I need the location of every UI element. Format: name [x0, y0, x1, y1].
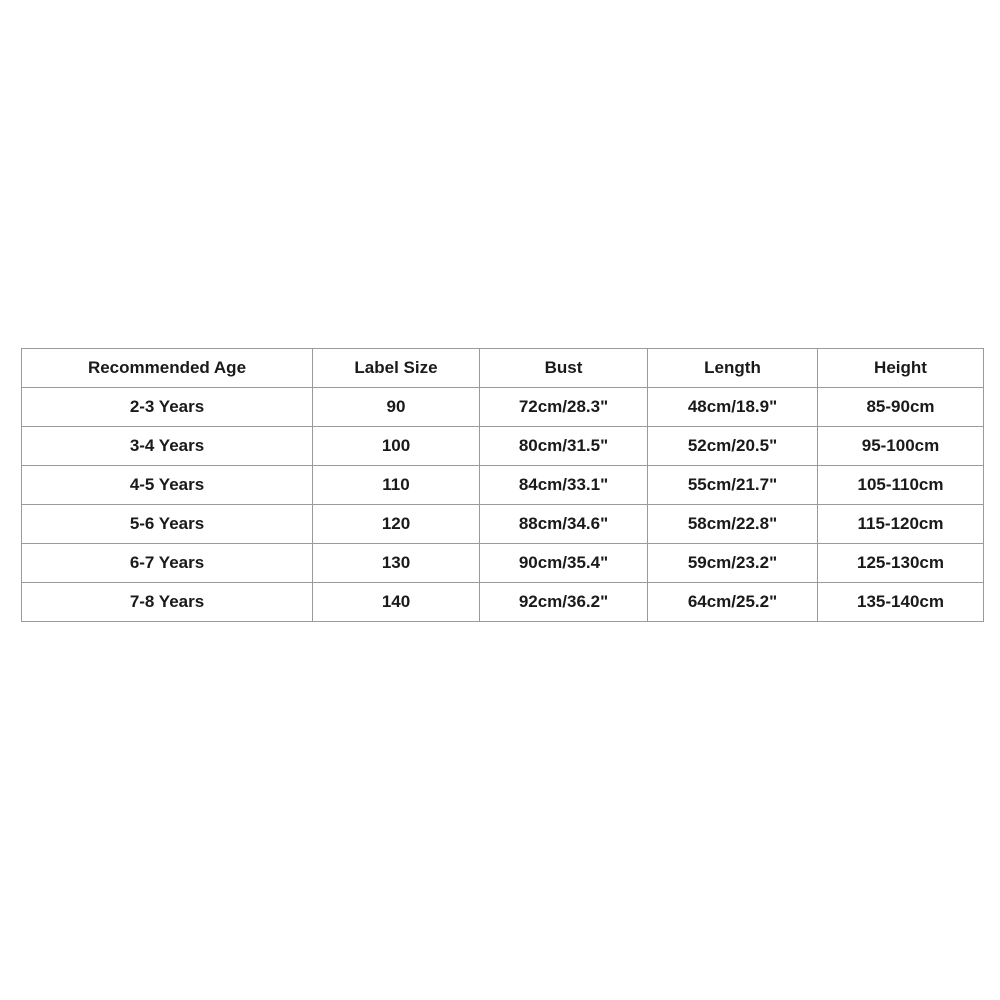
- cell-label-size: 90: [313, 388, 480, 427]
- cell-height: 105-110cm: [818, 466, 984, 505]
- cell-height: 125-130cm: [818, 544, 984, 583]
- cell-length: 48cm/18.9": [648, 388, 818, 427]
- table-row: [22, 544, 984, 583]
- cell-bust: 84cm/33.1": [480, 466, 648, 505]
- table-row: [22, 466, 984, 505]
- cell-length: 55cm/21.7": [648, 466, 818, 505]
- cell-label-size: 130: [313, 544, 480, 583]
- cell-height: 115-120cm: [818, 505, 984, 544]
- cell-length: 59cm/23.2": [648, 544, 818, 583]
- table-row: [22, 388, 984, 427]
- cell-age: 4-5 Years: [22, 466, 313, 505]
- table-row: [22, 583, 984, 622]
- cell-age: 5-6 Years: [22, 505, 313, 544]
- cell-height: 135-140cm: [818, 583, 984, 622]
- table-row: [22, 427, 984, 466]
- table-row: [22, 505, 984, 544]
- cell-bust: 88cm/34.6": [480, 505, 648, 544]
- header-length: Length: [648, 349, 818, 388]
- cell-bust: 90cm/35.4": [480, 544, 648, 583]
- header-recommended-age: Recommended Age: [22, 349, 313, 388]
- cell-age: 2-3 Years: [22, 388, 313, 427]
- cell-age: 3-4 Years: [22, 427, 313, 466]
- cell-length: 64cm/25.2": [648, 583, 818, 622]
- cell-label-size: 140: [313, 583, 480, 622]
- cell-label-size: 120: [313, 505, 480, 544]
- table-body: [22, 388, 984, 622]
- cell-height: 95-100cm: [818, 427, 984, 466]
- cell-age: 6-7 Years: [22, 544, 313, 583]
- cell-bust: 92cm/36.2": [480, 583, 648, 622]
- size-chart-table: [21, 348, 984, 622]
- cell-bust: 80cm/31.5": [480, 427, 648, 466]
- header-bust: Bust: [480, 349, 648, 388]
- cell-bust: 72cm/28.3": [480, 388, 648, 427]
- cell-age: 7-8 Years: [22, 583, 313, 622]
- cell-length: 58cm/22.8": [648, 505, 818, 544]
- cell-height: 85-90cm: [818, 388, 984, 427]
- cell-label-size: 110: [313, 466, 480, 505]
- header-height: Height: [818, 349, 984, 388]
- cell-length: 52cm/20.5": [648, 427, 818, 466]
- header-label-size: Label Size: [313, 349, 480, 388]
- table-header: [22, 349, 984, 388]
- cell-label-size: 100: [313, 427, 480, 466]
- header-row: [22, 349, 984, 388]
